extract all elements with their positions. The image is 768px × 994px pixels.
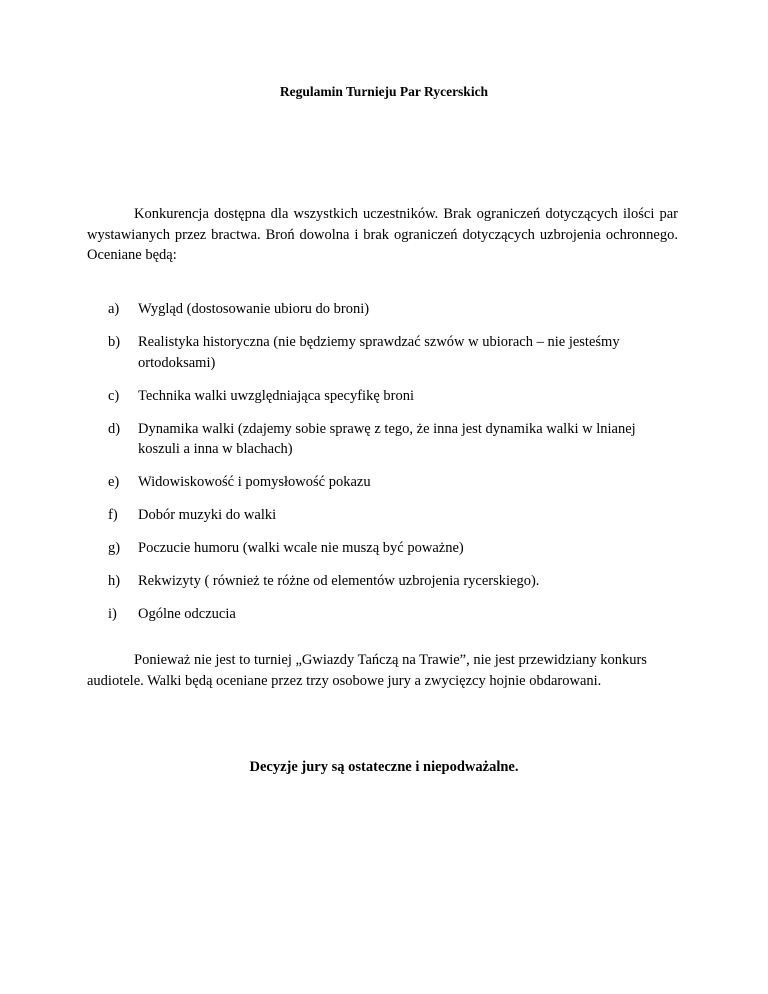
criteria-marker: e) — [108, 474, 120, 490]
criteria-text: Technika walki uwzględniająca specyfikę broni — [138, 387, 414, 404]
criteria-text: Poczucie humoru (walki wcale nie muszą być poważne) — [138, 540, 464, 556]
criteria-item — [108, 505, 678, 526]
criteria-marker: h) — [108, 573, 121, 589]
criteria-item — [108, 332, 678, 373]
criteria-item — [108, 571, 678, 592]
criteria-item — [108, 386, 678, 407]
criteria-item — [108, 604, 678, 625]
criteria-marker: g) — [108, 540, 121, 556]
criteria-item — [108, 299, 678, 320]
final-statement: Decyzje jury są ostateczne i niepodważalne. — [249, 759, 519, 775]
criteria-text: Rekwizyty ( również te różne od elementów uzbrojenia rycerskiego). — [138, 573, 540, 589]
criteria-marker: f) — [108, 507, 118, 523]
criteria-text: Wygląd (dostosowanie ubioru do broni) — [138, 301, 370, 317]
criteria-text: Ogólne odczucia — [138, 606, 236, 622]
criteria-text: Widowiskowość i pomysłowość pokazu — [138, 474, 371, 490]
criteria-item — [108, 419, 678, 460]
criteria-marker: b) — [108, 334, 121, 350]
document-title: Regulamin Turnieju Par Rycerskich — [279, 84, 489, 99]
criteria-marker: c) — [108, 387, 120, 404]
criteria-list — [108, 299, 678, 637]
criteria-text: Realistyka historyczna (nie będziemy sprawdzać szwów w ubiorach – nie jesteśmy ortodoksami) — [138, 334, 620, 371]
closing-paragraph: Ponieważ nie jest to turniej „Gwiazdy Tańczą na Trawie”, nie jest przewidziany konkurs audiotele. Walki będą oceniane przez trzy osobowe jury a zwycięzcy hojnie obdarowani. — [87, 652, 647, 689]
criteria-text: Dobór muzyki do walki — [138, 507, 277, 523]
criteria-marker: d) — [108, 420, 121, 437]
criteria-item — [108, 538, 678, 559]
criteria-marker: i) — [108, 606, 117, 622]
criteria-item — [108, 472, 678, 493]
criteria-marker: a) — [108, 301, 120, 317]
criteria-text: Dynamika walki (zdajemy sobie sprawę z tego, że inna jest dynamika walki w lnianej koszuli a inna w blachach) — [138, 420, 636, 457]
intro-paragraph: Konkurencja dostępna dla wszystkich uczestników. Brak ograniczeń dotyczących ilości par wystawianych przez bractwa. Broń dowolna i brak ograniczeń dotyczących uzbrojenia ochronnego. Oceniane będą: — [87, 206, 678, 263]
